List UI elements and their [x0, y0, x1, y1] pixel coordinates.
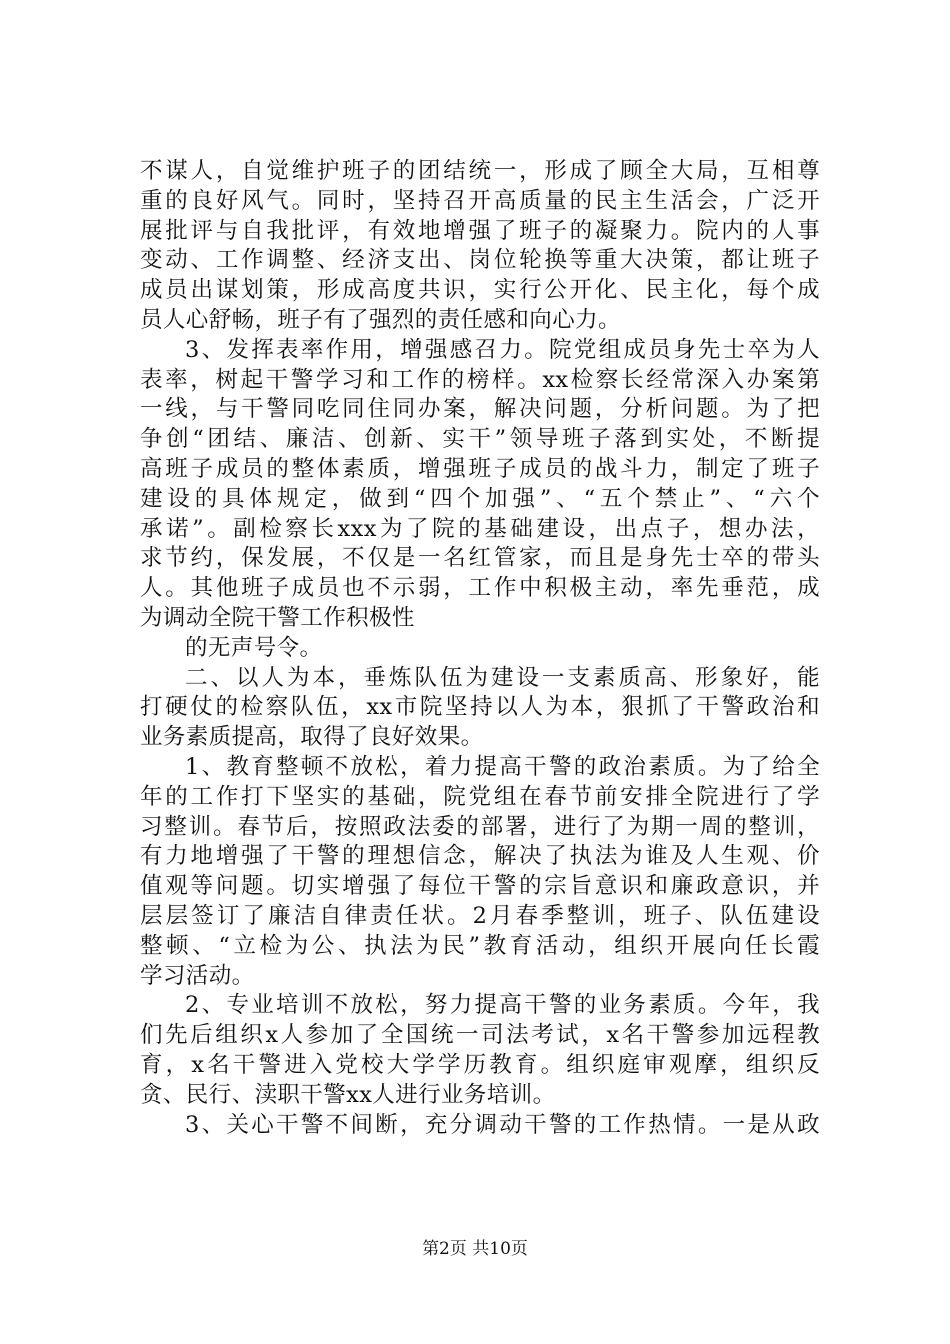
page-number-footer: 第2页 共10页 [422, 1239, 528, 1259]
text-line: 年的工作打下坚实的基础，院党组在春节前安排全院进行了学 [140, 783, 820, 810]
text-line: 高班子成员的整体素质，增强班子成员的战斗力，制定了班子 [140, 455, 820, 482]
paragraph-start-line: 2、专业培训不放松，努力提高干警的业务素质。今年，我 [185, 992, 820, 1019]
text-line: 为调动全院干警工作积极性 [140, 604, 415, 631]
section-heading-line: 二、以人为本，垂炼队伍为建设一支素质高、形象好，能 [185, 664, 820, 691]
text-line: 学习活动。 [140, 962, 255, 989]
text-line: 层层签订了廉洁自律责任状。2月春季整训，班子、队伍建设 [140, 902, 820, 929]
text-line: 打硬仗的检察队伍，xx市院坚持以人为本，狠抓了干警政治和 [140, 694, 820, 721]
text-line: 成员出谋划策，形成高度共识，实行公开化、民主化，每个成 [140, 277, 820, 304]
text-line: 习整训。春节后，按照政法委的部署，进行了为期一周的整训， [140, 813, 820, 840]
text-line: 争创“团结、廉洁、创新、实干”领导班子落到实处，不断提 [140, 426, 820, 453]
text-line: 变动、工作调整、经济支出、岗位轮换等重大决策，都让班子 [140, 247, 820, 274]
text-line: 展批评与自我批评，有效地增强了班子的凝聚力。院内的人事 [140, 217, 820, 244]
paragraph-start-line: 1、教育整顿不放松，着力提高干警的政治素质。为了给全 [185, 753, 820, 780]
text-line: 的无声号令。 [185, 634, 323, 661]
paragraph-start-line: 3、关心干警不间断，充分调动干警的工作热情。一是从政 [185, 1111, 820, 1138]
text-line: 育，x名干警进入党校大学学历教育。组织庭审观摩，组织反 [140, 1051, 820, 1078]
text-line: 整顿、“立检为公、执法为民”教育活动，组织开展向任长霞 [140, 932, 820, 959]
text-line: 人。其他班子成员也不示弱，工作中积极主动，率先垂范，成 [140, 575, 820, 602]
text-line: 一线，与干警同吃同住同办案，解决问题，分析问题。为了把 [140, 396, 820, 423]
text-line: 表率，树起干警学习和工作的榜样。xx检察长经常深入办案第 [140, 366, 820, 393]
text-line: 们先后组织x人参加了全国统一司法考试，x名干警参加远程教 [140, 1022, 820, 1049]
text-line: 求节约，保发展，不仅是一名红管家，而且是身先士卒的带头 [140, 545, 820, 572]
text-line: 有力地增强了干警的理想信念，解决了执法为谁及人生观、价 [140, 843, 820, 870]
text-line: 建设的具体规定，做到“四个加强”、“五个禁止”、“六个 [140, 485, 820, 512]
text-line: 重的良好风气。同时，坚持召开高质量的民主生活会，广泛开 [140, 187, 820, 214]
text-line: 贪、民行、渎职干警xx人进行业务培训。 [140, 1081, 556, 1108]
document-body [140, 157, 820, 1140]
text-line: 员人心舒畅，班子有了强烈的责任感和向心力。 [140, 306, 621, 333]
text-line: 业务素质提高，取得了良好效果。 [140, 724, 484, 751]
text-line: 承诺”。副检察长xxx为了院的基础建设，出点子，想办法， [140, 515, 820, 542]
text-line: 不谋人，自觉维护班子的团结统一，形成了顾全大局，互相尊 [140, 158, 820, 184]
paragraph-start-line: 3、发挥表率作用，增强感召力。院党组成员身先士卒为人 [185, 336, 820, 363]
text-line: 值观等问题。切实增强了每位干警的宗旨意识和廉政意识，并 [140, 873, 820, 900]
